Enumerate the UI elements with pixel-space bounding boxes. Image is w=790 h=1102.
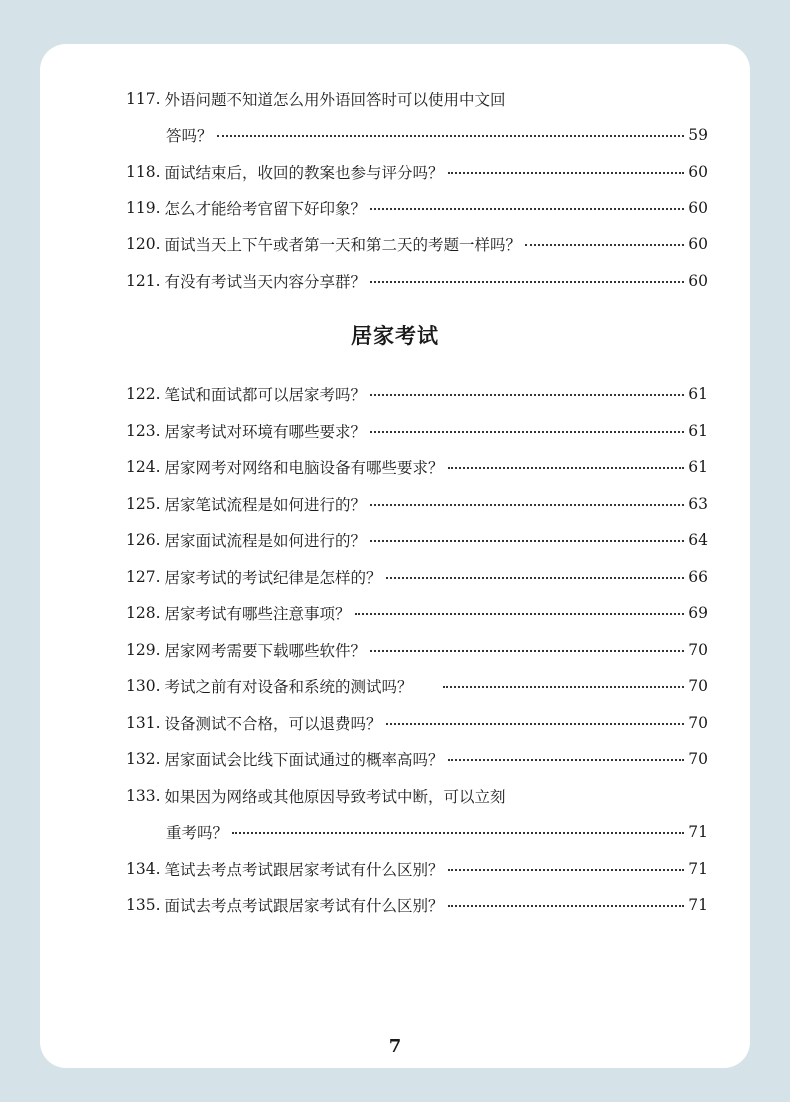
toc-entry-121[interactable] — [126, 266, 708, 296]
entry-number: 132. — [126, 750, 161, 768]
dot-leader — [386, 723, 685, 725]
dot-leader — [370, 281, 684, 283]
entry-number: 119. — [126, 199, 161, 217]
dot-leader — [448, 905, 685, 907]
entry-title: 笔试和面试都可以居家考吗？ — [164, 386, 367, 404]
entry-page: 60 — [688, 199, 708, 217]
toc-entry-123[interactable] — [126, 416, 708, 446]
entry-page: 70 — [688, 714, 708, 732]
entry-number: 127. — [126, 568, 161, 586]
dot-leader — [355, 613, 685, 615]
entry-page: 71 — [688, 823, 708, 841]
toc-entry-132[interactable] — [126, 744, 708, 774]
toc-entry-129[interactable] — [126, 635, 708, 665]
toc-entry-131[interactable] — [126, 708, 708, 738]
entry-number: 117. — [126, 90, 161, 108]
entry-page: 60 — [688, 272, 708, 290]
toc-entry-134[interactable] — [126, 854, 708, 884]
dot-leader — [448, 467, 685, 469]
entry-title: 居家考试的考试纪律是怎样的？ — [164, 569, 382, 587]
entry-page: 63 — [688, 495, 708, 513]
toc-entry-135[interactable] — [126, 890, 708, 920]
entry-page: 71 — [688, 896, 708, 914]
toc-entry-127[interactable] — [126, 562, 708, 592]
dot-leader — [525, 244, 684, 246]
entry-page: 69 — [688, 604, 708, 622]
entry-title: 如果因为网络或其他原因导致考试中断，可以立刻 — [164, 788, 506, 806]
entry-title: 面试去考点考试跟居家考试有什么区别？ — [164, 897, 444, 915]
entry-title: 居家面试流程是如何进行的？ — [164, 532, 367, 550]
entry-title: 居家考试有哪些注意事项？ — [164, 605, 351, 623]
dot-leader — [370, 650, 684, 652]
dot-leader — [370, 394, 684, 396]
entry-number: 124. — [126, 458, 161, 476]
entry-page: 61 — [688, 385, 708, 403]
dot-leader — [386, 577, 685, 579]
toc-entry-119[interactable] — [126, 193, 708, 223]
entry-title: 外语问题不知道怎么用外语回答时可以使用中文回 — [164, 91, 506, 109]
toc-entry-120[interactable] — [126, 229, 708, 259]
dot-leader — [448, 172, 685, 174]
toc-entry-133-cont[interactable] — [166, 817, 708, 847]
toc-entry-125[interactable] — [126, 489, 708, 519]
entry-page: 70 — [688, 641, 708, 659]
toc-entry-126[interactable] — [126, 525, 708, 555]
entry-number: 131. — [126, 714, 161, 732]
entry-number: 130. — [126, 677, 161, 695]
entry-title-cont: 重考吗？ — [166, 824, 229, 842]
entry-page: 70 — [688, 677, 708, 695]
entry-number: 126. — [126, 531, 161, 549]
toc-entry-118[interactable] — [126, 157, 708, 187]
entry-number: 122. — [126, 385, 161, 403]
toc-entry-117[interactable] — [126, 84, 708, 114]
dot-leader — [370, 431, 684, 433]
entry-title: 笔试去考点考试跟居家考试有什么区别？ — [164, 861, 444, 879]
entry-title: 考试之前有对设备和系统的测试吗？ — [164, 678, 413, 696]
entry-title: 居家面试会比线下面试通过的概率高吗？ — [164, 751, 444, 769]
entry-page: 60 — [688, 235, 708, 253]
entry-title: 面试当天上下午或者第一天和第二天的考题一样吗？ — [164, 236, 522, 254]
entry-page: 66 — [688, 568, 708, 586]
entry-title: 怎么才能给考官留下好印象？ — [164, 200, 367, 218]
entry-title: 有没有考试当天内容分享群？ — [164, 273, 367, 291]
dot-leader — [370, 504, 684, 506]
entry-page: 61 — [688, 422, 708, 440]
entry-title: 面试结束后，收回的教案也参与评分吗？ — [164, 164, 444, 182]
toc-entry-133[interactable] — [126, 781, 708, 811]
entry-page: 71 — [688, 860, 708, 878]
book-page — [40, 44, 750, 1068]
entry-number: 125. — [126, 495, 161, 513]
entry-title: 居家考试对环境有哪些要求？ — [164, 423, 367, 441]
entry-number: 133. — [126, 787, 161, 805]
entry-page: 60 — [688, 163, 708, 181]
entry-number: 128. — [126, 604, 161, 622]
dot-leader — [448, 869, 685, 871]
entry-page: 64 — [688, 531, 708, 549]
dot-leader — [370, 540, 684, 542]
entry-title: 居家笔试流程是如何进行的？ — [164, 496, 367, 514]
toc-entry-124[interactable] — [126, 452, 708, 482]
dot-leader — [448, 759, 685, 761]
entry-number: 129. — [126, 641, 161, 659]
toc-entry-117-cont[interactable] — [166, 120, 708, 150]
dot-leader — [232, 832, 684, 834]
entry-title: 居家网考对网络和电脑设备有哪些要求？ — [164, 459, 444, 477]
entry-page: 70 — [688, 750, 708, 768]
toc-entry-130[interactable] — [126, 671, 708, 701]
entry-title: 居家网考需要下载哪些软件？ — [164, 642, 367, 660]
entry-title: 设备测试不合格，可以退费吗？ — [164, 715, 382, 733]
page-number: 7 — [388, 1036, 402, 1057]
dot-leader — [443, 686, 685, 688]
toc-entry-122[interactable] — [126, 379, 708, 409]
entry-number: 120. — [126, 235, 161, 253]
entry-number: 121. — [126, 272, 161, 290]
dot-leader — [217, 135, 685, 137]
entry-number: 123. — [126, 422, 161, 440]
toc-entry-128[interactable] — [126, 598, 708, 628]
entry-number: 134. — [126, 860, 161, 878]
entry-page: 59 — [688, 126, 708, 144]
entry-number: 118. — [126, 163, 161, 181]
entry-page: 61 — [688, 458, 708, 476]
entry-title-cont: 答吗？ — [166, 127, 213, 145]
entry-number: 135. — [126, 896, 161, 914]
dot-leader — [370, 208, 684, 210]
section-heading: 居家考试 — [351, 323, 439, 348]
